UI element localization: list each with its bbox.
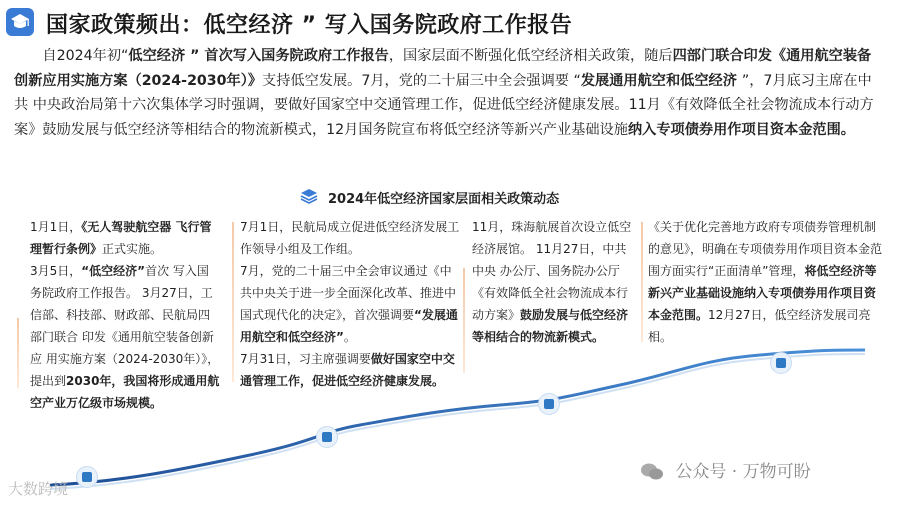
page-title: 国家政策频出：低空经济 ” 写入国务院政府工作报告 [46,13,573,38]
timeline-node [76,466,98,488]
timeline-node [316,426,338,448]
column-divider [17,318,19,388]
policy-column-jan-mar: 1月1日，《无人驾驶航空器 飞行管理暂行条例》正式实施。 3月5日，“低空经济”首次 写入国务院政府工作报告。 3月27日，工信部、科技部、财政部、民航局四部门联合 印发《通用航空装备创新应 用实施方案（2024-2030年）》，提出到2030年，我国将形成通用航空产业万亿级市场规模。 [30,220,220,410]
timeline-node [770,352,792,374]
section-title: 2024年低空经济国家层面相关政策动态 [328,192,560,207]
wechat-icon [640,462,664,482]
watermark-right [640,457,811,482]
timeline-node [538,393,560,415]
column-divider [232,222,234,382]
watermark-right-text: 公众号 · 万物可盼 [675,462,811,482]
watermark-left: 大数跨境 [8,480,69,498]
intro-paragraph: 自2024年初“低空经济 ” 首次写入国务院政府工作报告，国家层面不断强化低空经济相关政策，随后四部门联合印发《通用航空装备创新应用实施方案（2024-2030年）》支持低空发展。7月，党的二十届三中全会强调要 “发展通用航空和低空经济 ”，7月底习主席在中共 中央政治局第十六次集体学习时强调，要做好国家空中交通管理工作，促进低空经济健康发展。11月《有效降低全社会物流成本行动方案》鼓励发展与低空经济等相结合的物流新模式，12月国务院宣布将低空经济等新兴产业基础设施纳入专项债券用作项目资本金范围。 [14,48,874,138]
column-divider [641,222,643,342]
policy-column-nov: 11月，珠海航展首次设立低空经济展馆。 11月27日，中共中央 办公厅、国务院办公厅《有效降低全社会物流成本行动方案》鼓励发展与低空经济 等相结合的物流新模式。 [472,220,632,344]
policy-column-jul: 7月1日，民航局成立促进低空经济发展工作领导小组及工作组。 7月，党的二十届三中全会审议通过《中共中央关于进一步全面深化改革、推进中国式现代化的决定》，首次强调要“发展通用航空和低空经济”。 7月31日，习主席强调要做好国家空中交通管理工作，促进低空经济健康发展。 [240,220,460,388]
column-divider [463,268,465,373]
policy-column-dec: 《关于优化完善地方政府专项债券管理机制的意见》，明确在专项债券用作项目资本金范围方面实行“正面清单”管理，将低空经济等新兴产业基础设施纳入专项债券用作项目资本金范围。12月27日，低空经济发展司亮相。 [648,220,883,344]
